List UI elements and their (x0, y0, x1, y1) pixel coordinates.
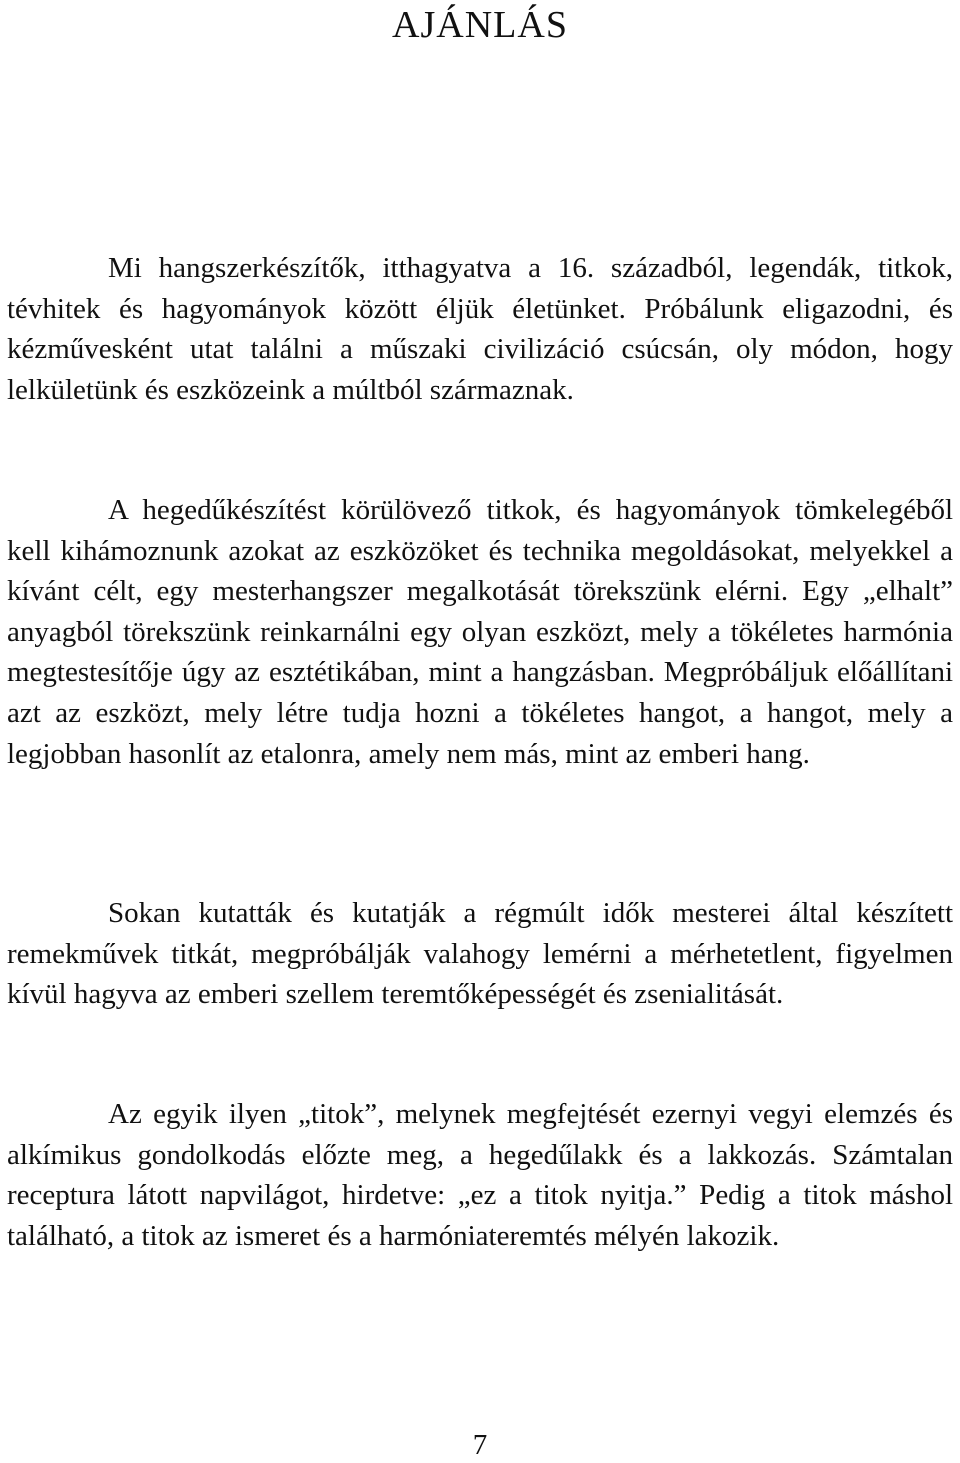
page-title: AJÁNLÁS (392, 4, 568, 46)
page-number: 7 (472, 1429, 488, 1461)
paragraph-1: Mi hangszerkészítők, itthagyatva a 16. századból, legendák, titkok, tévhitek és hagyományok között éljük életünket. Próbálunk eligazodni, és kézművesként utat találni a műszaki civilizáció csúcsán, oly módon, hogy lelkületünk és eszközeink a múltból származnak. (7, 252, 953, 406)
paragraph-4: Az egyik ilyen „titok”, melynek megfejtését ezernyi vegyi elemzés és alkímikus gondolkodás előzte meg, a hegedűlakk és a lakkozás. Számtalan receptura látott napvilágot, hirdetve: „ez a titok nyitja.” Pedig a titok máshol található, a titok az ismeret és a harmóniateremtés mélyén lakozik. (7, 1098, 953, 1252)
paragraph-2: A hegedűkészítést körülövező titkok, és hagyományok tömkelegéből kell kihámoznunk azokat az eszközöket és technika megoldásokat, melyekkel a kívánt célt, egy mesterhangszer megalkotását törekszünk elérni. Egy „elhalt” anyagból törekszünk reinkarnálni egy olyan eszközt, mely a tökéletes harmónia megtestesítője úgy az esztétikában, mint a hangzásban. Megpróbáljuk előállítani azt az eszközt, mely létre tudja hozni a tökéletes hangot, a hangot, mely a legjobban hasonlít az etalonra, amely nem más, mint az emberi hang. (7, 494, 953, 770)
paragraph-3: Sokan kutatták és kutatják a régmúlt idők mesterei által készített remekművek titkát, megpróbálják valahogy lemérni a mérhetetlent, figyelmen kívül hagyva az emberi szellem teremtőképességét és zsenialitását. (7, 897, 953, 1011)
